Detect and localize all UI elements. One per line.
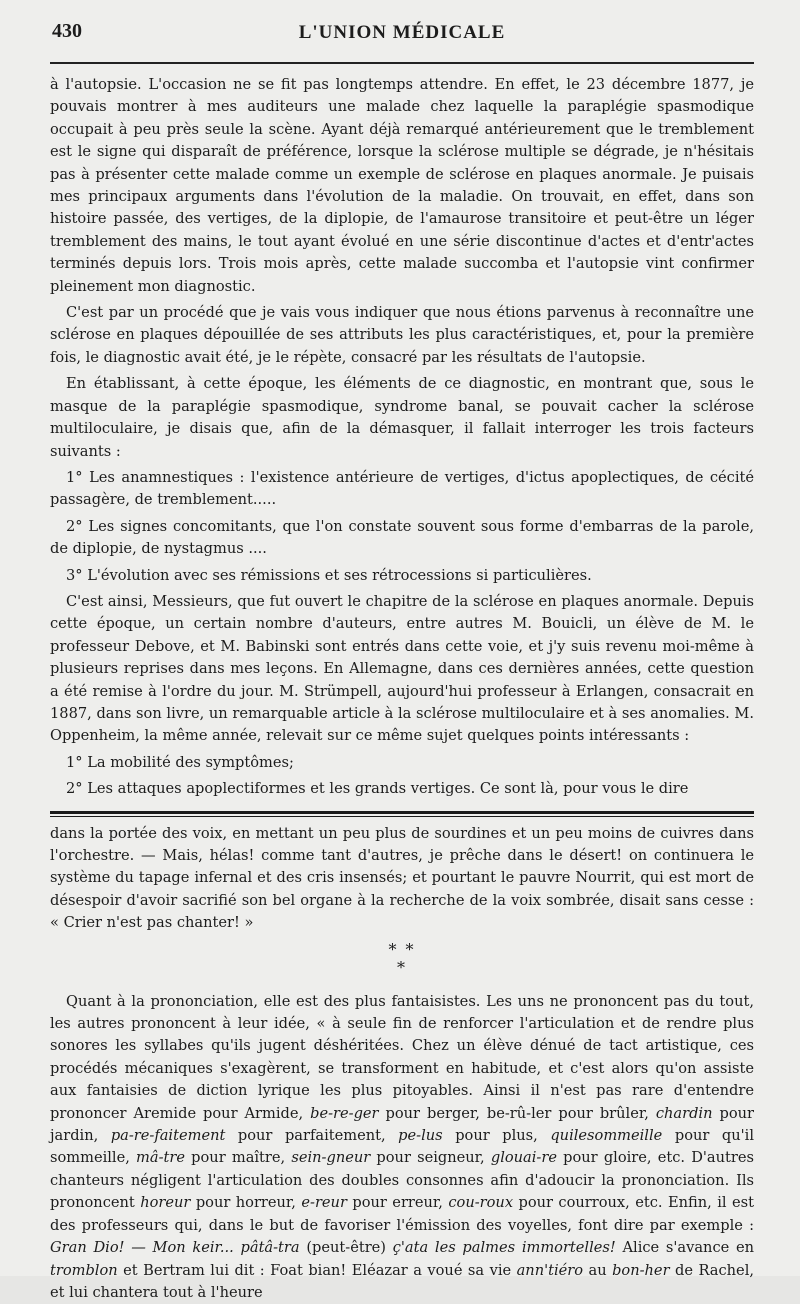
article-paragraph-3: En établissant, à cette époque, les éléments de ce diagnostic, en montrant que, sous le masque de la paraplégie spasmodique, syndrome banal, se pouvait cacher la sclérose multiloculaire, je disais que, afin de la démasquer, il fallait interroger les trois facteurs suivants : [50, 375, 754, 460]
italic-word: glouai-re [490, 1149, 557, 1167]
journal-title: L'UNION MÉDICALE [298, 22, 506, 43]
feuilleton-paragraph-1: dans la portée des voix, en mettant un peu plus de sourdines et un peu moins de cuivres dans l'orchestre. — Mais, hélas! comme tant d'autres, je prêche dans le désert! on continuera le système du tapage infernal et des cris insensés; et pourtant le pauvre Nourrit, qui est mort de désespoir d'avoir sacrifié son bel organe à la recherche de la voix sombrée, disait sans cesse : « Crier n'est pas chanter! » [50, 824, 754, 932]
list-item-attaques: 2° Les attaques apoplectiformes et les grands vertiges. Ce sont là, pour vous le dire [66, 780, 689, 798]
text-run: Quant à la prononciation, elle est des plus fantaisistes. Les uns ne prononcent pas du tout, les autres prononcent à leur idée, « à seule fin de renforcer l'articulation et de rendre plus sonores les syllabes qu'ils jugent déshéritées. Chez un élève dénué de tact artistique, ces procédés mécaniques s'exagèrent, se transforment en habitude, et c'est alors qu'on assiste aux fantaisies de diction lyrique les plus pitoyables. Ainsi il n'est pas rare d'entendre prononcer Aremide pour Armide, [50, 992, 754, 1122]
feuilleton-paragraph-2 [50, 991, 754, 1304]
text-run: pour horreur, [190, 1194, 302, 1212]
italic-word: horeur [140, 1194, 191, 1212]
italic-word: tromblon [50, 1261, 118, 1279]
italic-word: ann'tiéro [516, 1261, 584, 1279]
italic-word: bon-her [612, 1261, 670, 1279]
text-run: pour maître, [185, 1149, 292, 1167]
header-rule [50, 62, 754, 64]
text-run: de Rachel, et lui chantera tout à l'heure [50, 1261, 755, 1301]
italic-word: pa-re-faitement [110, 1127, 226, 1145]
page-number: 430 [52, 20, 82, 42]
article-paragraph-4: C'est ainsi, Messieurs, que fut ouvert le chapitre de la sclérose en plaques anormale. Depuis cette époque, un certain nombre d'auteurs, entre autres M. Bouicli, un élève de M. le professeur Debove, et M. Babinski sont entrés dans cette voie, et j'y suis revenu moi-même à plusieurs reprises dans mes leçons. En Allemagne, dans ces dernières années, cette question a été remise à l'ordre du jour. M. Strümpell, aujourd'hui professeur à Erlangen, consacrait en 1887, dans son livre, un remarquable article à la sclérose multiloculaire et à ses anomalies. M. Oppenheim, la même année, relevait sur ce même sujet quelques points intéressants : [50, 592, 754, 745]
list-item-anamnestiques: 1° Les anamnestiques : l'existence antérieure de vertiges, d'ictus apoplectiques, de cécité passagère, de tremblement..... [50, 468, 754, 509]
text-run: au [583, 1261, 613, 1279]
list-item-mobilite: 1° La mobilité des symptômes; [66, 753, 294, 771]
text-run: pour berger, be-rû-ler pour brûler, [378, 1104, 656, 1122]
list-item-signes: 2° Les signes concomitants, que l'on constate souvent sous forme d'embarras de la parole, de diplopie, de nystagmus .... [50, 517, 754, 558]
text-run: pour gloire, etc. D'autres chanteurs négligent l'articulation des doubles consonnes afin d'adoucir la prononciation. Ils prononcent [50, 1149, 754, 1212]
article-body [50, 74, 754, 801]
feuilleton-divider [50, 811, 754, 817]
page-header [50, 20, 754, 50]
feuilleton-body [50, 823, 754, 1304]
italic-word: chardin [655, 1104, 713, 1122]
section-separator: * * * [388, 939, 416, 977]
text-run: et Bertram lui dit : Foat bian! Eléazar a voué sa vie [117, 1261, 517, 1279]
article-paragraph-1: à l'autopsie. L'occasion ne se fit pas longtemps attendre. En effet, le 23 décembre 1877, je pouvais montrer à mes auditeurs une malade chez laquelle la paraplégie spasmodique occupait à peu près seule la scène. Ayant déjà remarqué antérieurement que le tremblement est le signe qui disparaît de préférence, lorsque la sclérose multiple se dégrade, je n'hésitais pas à présenter cette malade comme un exemple de sclérose en plaques anormale. Je puisais mes principaux arguments dans l'évolution de la maladie. On trouvait, en effet, dans son histoire passée, des vertiges, de la diplopie, de l'amaurose transitoire et peut-être un léger tremblement des mains, le tout ayant évolué en une série discontinue d'actes et d'entr'actes terminés depuis lors. Trois mois après, cette malade succomba et l'autopsie vint confirmer pleinement mon diagnostic. [50, 76, 754, 295]
italic-word: pe-lus [398, 1127, 443, 1145]
italic-word: ç'ata les palmes immortelles! [392, 1239, 616, 1257]
italic-word: sein-gneur [291, 1149, 371, 1167]
list-item-evolution: 3° L'évolution avec ses rémissions et ses rétrocessions si particulières. [66, 566, 592, 584]
italic-word: quilesommeille [550, 1127, 663, 1145]
italic-word: be-re-ger [310, 1104, 379, 1122]
italic-word: mâ-tre [136, 1149, 185, 1167]
text-run: pour plus, [442, 1127, 551, 1145]
italic-word: cou-roux [448, 1194, 514, 1212]
text-run: pour qu'il sommeille, [50, 1127, 754, 1167]
text-run: pour erreur, [346, 1194, 449, 1212]
text-run: Alice s'avance en [615, 1239, 755, 1257]
text-run: pour parfaitement, [225, 1127, 399, 1145]
text-run: (peut-être) [299, 1239, 393, 1257]
italic-word: Gran Dio! — Mon keir... pâtâ-tra [50, 1239, 300, 1257]
text-run: pour jardin, [50, 1104, 754, 1145]
text-run: pour courroux, etc. Enfin, il est des professeurs qui, dans le but de favoriser l'émission des voyelles, font dire par exemple : [50, 1194, 754, 1234]
text-run: pour seigneur, [370, 1149, 491, 1167]
article-paragraph-2: C'est par un procédé que je vais vous indiquer que nous étions parvenus à reconnaître une sclérose en plaques dépouillée de ses attributs les plus caractéristiques, et, pour la première fois, le diagnostic avait été, je le répète, consacré par les résultats de l'autopsie. [50, 304, 754, 366]
italic-word: e-reur [301, 1194, 347, 1212]
